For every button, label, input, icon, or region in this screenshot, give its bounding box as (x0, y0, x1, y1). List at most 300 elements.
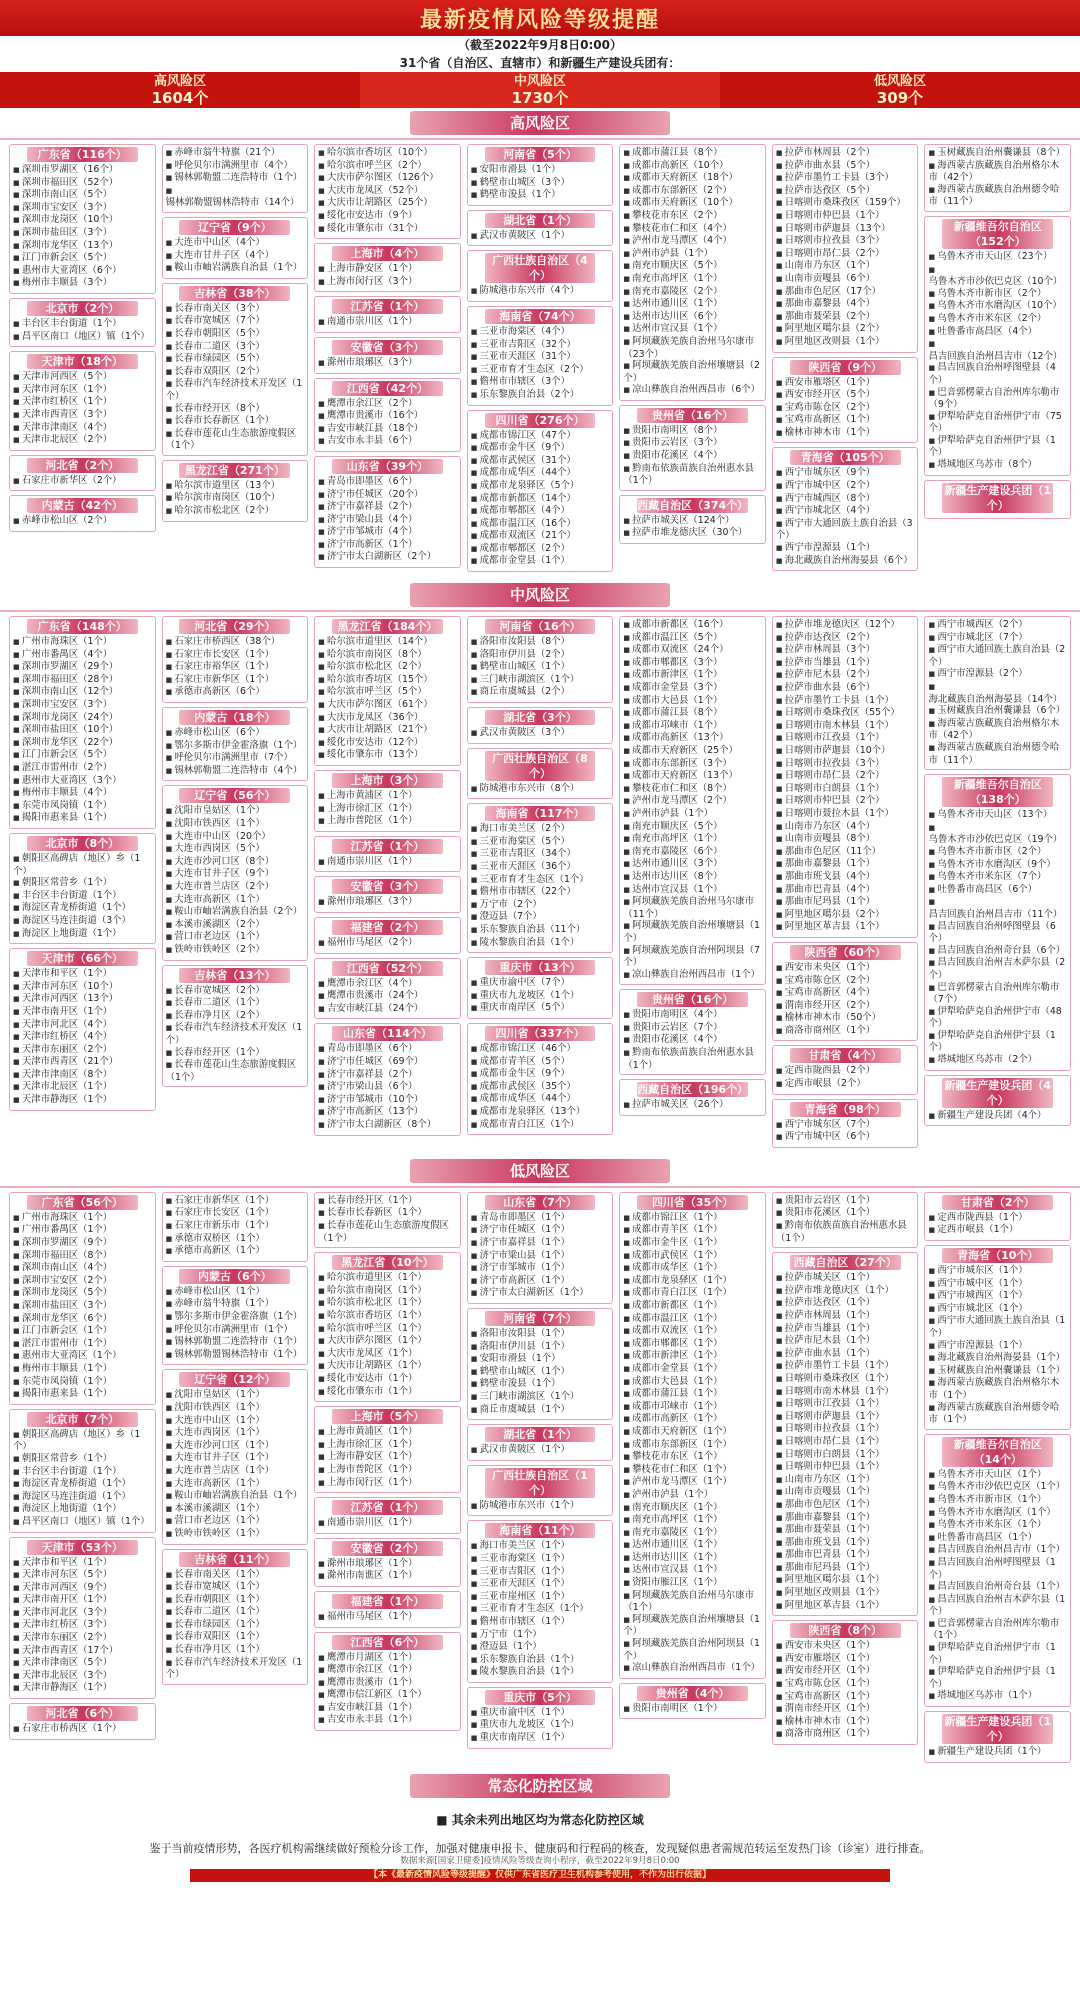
area-item: ■ 凉山彝族自治州西昌市（1个） (623, 969, 762, 982)
area-item: ■ 长春市莲花山生态旅游度假区（1个） (318, 1220, 457, 1244)
area-item: ■ 成都市邛崃市（1个） (623, 720, 762, 733)
area-item: ■ 宝鸡市高新区（1个） (776, 414, 915, 427)
province-header: 新疆维吾尔自治区（152个） (942, 219, 1053, 249)
province-block (162, 965, 309, 1088)
area-item: ■ 大连市西岗区（5个） (166, 843, 305, 856)
area-item: ■ 上海市静安区（1个） (318, 263, 457, 276)
area-item: ■ 吉安市峡江县（18个） (318, 423, 457, 436)
area-item: ■ 鹤壁市山城区（1个） (471, 1366, 610, 1379)
area-item: ■ 成都市青羊区（5个） (471, 1056, 610, 1069)
area-item: ■ 承德市高新区（1个） (166, 1245, 305, 1258)
area-item: ■ 南充市嘉陵区（2个） (623, 286, 762, 299)
scope-line: 31个省（自治区、直辖市）和新疆生产建设兵团有： (399, 56, 681, 70)
area-item: ■ 天津市红桥区（1个） (13, 396, 152, 409)
column (311, 144, 464, 576)
province-header: 辽宁省（9个） (179, 220, 290, 235)
area-item: ■ 南充市高坪区（1个） (623, 833, 762, 846)
area-item: ■ 西宁市城东区（7个） (776, 1119, 915, 1132)
area-item: ■ 海北藏族自治州海晏县（1个） (928, 1352, 1067, 1365)
province-block (619, 1683, 766, 1720)
area-item: ■ 长春市莲花山生态旅游度假区（1个） (166, 1059, 305, 1083)
area-item: ■ 承德市高新区（6个） (166, 686, 305, 699)
area-item: ■ 西宁市湟源县（2个） (928, 668, 1067, 681)
area-item: ■ 万宁市（1个） (471, 1629, 610, 1642)
province-block (467, 957, 614, 1019)
area-item: ■ 大连市中山区（1个） (166, 1415, 305, 1428)
province-header: 内蒙古（18个） (179, 710, 290, 725)
province-block (924, 616, 1071, 770)
summary-label: 高风险区 (153, 74, 206, 89)
area-item: ■ 大连市普兰店区（1个） (166, 1465, 305, 1478)
area-item: ■ 长春市朝阳区（5个） (166, 328, 305, 341)
area-item: ■ 济宁市高新区（1个） (471, 1275, 610, 1288)
area-item: ■ 澄迈县（7个） (471, 911, 610, 924)
area-item: ■ 海淀区青龙桥街道（1个） (13, 902, 152, 915)
area-item: ■ 长春市宽城区（7个） (166, 315, 305, 328)
area-item: ■ 成都市成华区（1个） (623, 1262, 762, 1275)
area-item: ■ 达州市达川区（6个） (623, 311, 762, 324)
area-item: ■ 日喀则市拉孜县（1个） (776, 1423, 915, 1436)
province-header: 湖北省（1个） (485, 213, 596, 228)
area-item: ■ 南充市顺庆区（5个） (623, 821, 762, 834)
area-item: ■ 鹰潭市贵溪市（1个） (318, 1677, 457, 1690)
province-header: 江西省（6个） (332, 1635, 443, 1650)
area-item: ■ 日喀则市白朗县（1个） (776, 783, 915, 796)
area-item: ■ 吐鲁番市高昌区（1个） (928, 1532, 1067, 1545)
area-item: ■ 沈阳市皇姑区（1个） (166, 1389, 305, 1402)
province-header: 河北省（29个） (179, 619, 290, 634)
area-item: ■ 西宁市大通回族土族自治县（2个） (928, 644, 1067, 668)
area-item: ■ 三亚市育才生态区（2个） (471, 364, 610, 377)
area-item: ■ 宝鸡市高新区（4个） (776, 987, 915, 1000)
province-block (314, 1632, 461, 1732)
area-item: ■ 榆林市神木市（1个） (776, 1716, 915, 1729)
area-item: ■ 日喀则市桑珠孜区（1个） (776, 1373, 915, 1386)
province-block (9, 351, 156, 451)
summary-high (0, 72, 360, 108)
area-item: ■ 海淀区青龙桥街道（1个） (13, 1478, 152, 1491)
area-item: ■ 三门峡市湖滨区（1个） (471, 1391, 610, 1404)
area-item: ■ 大庆市让胡路区（25个） (318, 197, 457, 210)
area-item: ■ 南充市嘉陵区（1个） (623, 1527, 762, 1540)
area-item: ■ 成都市新津区（1个） (623, 669, 762, 682)
area-item: ■ 石家庄市长安区（1个） (166, 649, 305, 662)
area-item: ■ 江门市新会区（5个） (13, 252, 152, 265)
area-item: ■ 乐东黎族自治县（11个） (471, 924, 610, 937)
province-header: 江西省（52个） (332, 961, 443, 976)
area-item: ■ 赤峰市翁牛特旗（1个） (166, 1298, 305, 1311)
area-item: ■ 天津市河西区（13个） (13, 993, 152, 1006)
province-block (9, 1409, 156, 1533)
area-item: ■ 拉萨市堆龙德庆区（12个） (776, 619, 915, 632)
area-item: ■ 天津市北辰区（2个） (13, 434, 152, 447)
area-item: ■ 那曲市班戈县（4个） (776, 871, 915, 884)
area-item: ■ 那曲市尼玛县（1个） (776, 896, 915, 909)
area-item: ■ 成都市双流区（24个） (623, 644, 762, 657)
province-block (467, 1465, 614, 1517)
province-header: 河北省（6个） (27, 1706, 138, 1721)
area-item: ■ 哈尔滨市呼兰区（1个） (318, 1323, 457, 1336)
area-item: ■ 达州市宣汉县（1个） (623, 1564, 762, 1577)
province-block (314, 770, 461, 832)
area-item: ■ 昌平区南口（地区）镇（1个） (13, 1516, 152, 1529)
province-block (314, 1406, 461, 1493)
province-block (467, 250, 614, 302)
area-item: ■ 资阳市雁江区（1个） (623, 1577, 762, 1590)
area-item: ■ 阿坝藏族羌族自治州阿坝县（1个） (623, 1638, 762, 1662)
area-item: ■ 伊犁哈萨克自治州伊宁市（1个） (928, 1642, 1067, 1666)
area-item: ■ 阿里地区噶尔县（2个） (776, 909, 915, 922)
area-item: ■ 深圳市盐田区（3个） (13, 227, 152, 240)
province-block (467, 616, 614, 703)
area-item: ■ 乌鲁木齐市天山区（13个） (928, 809, 1067, 822)
area-item: ■ 大连市普兰店区（2个） (166, 881, 305, 894)
column (159, 616, 312, 1152)
area-item: ■ 榆林市神木市（50个） (776, 1012, 915, 1025)
area-item: ■ 成都市高新区（1个） (623, 1413, 762, 1426)
area-item: ■ 山南市乃东区（1个） (776, 260, 915, 273)
area-item: ■ 宝鸡市陈仓区（2个） (776, 975, 915, 988)
area-item: ■ 深圳市南山区（12个） (13, 686, 152, 699)
area-item: ■ 宝鸡市陈仓区（1个） (776, 1678, 915, 1691)
area-item: ■ 山南市贡嘎县（6个） (776, 273, 915, 286)
area-item: ■ 黔南布依族苗族自治州惠水县（1个） (623, 463, 762, 487)
area-item: ■ 拉萨市曲水县（5个） (776, 160, 915, 173)
area-item: ■ 日喀则市拉孜县（3个） (776, 758, 915, 771)
area-item: ■ 西宁市城北区（1个） (928, 1303, 1067, 1316)
area-item: ■ 长春市宽城区（1个） (166, 1581, 305, 1594)
area-item: ■ 梅州市丰顺县（3个） (13, 277, 152, 290)
summary-label: 中风险区 (513, 74, 566, 89)
province-block (467, 1192, 614, 1304)
area-item: ■ 成都市锦江区（1个） (623, 1212, 762, 1225)
area-item: ■ 广州市海珠区（1个） (13, 1212, 152, 1225)
area-item: ■ 成都市东部新区（1个） (623, 1439, 762, 1452)
area-item: ■ 成都市郫都区（1个） (623, 1338, 762, 1351)
province-header: 西藏自治区（27个） (790, 1255, 901, 1270)
area-item: ■ 成都市金牛区（9个） (471, 1068, 610, 1081)
area-item: ■ 成都市东部新区（3个） (623, 758, 762, 771)
title-bar (0, 0, 1080, 36)
area-item: ■ 成都市大邑县（1个） (623, 1376, 762, 1389)
area-item: ■ 西宁市城北区（4个） (776, 505, 915, 518)
area-item: ■ 济宁市太白湖新区（2个） (318, 551, 457, 564)
province-block (924, 1711, 1071, 1763)
area-item: ■ 天津市河东区（10个） (13, 981, 152, 994)
province-header: 吉林省（13个） (179, 968, 290, 983)
area-item: ■ 丰台区丰台街道（1个） (13, 1466, 152, 1479)
area-item: ■ 南充市高坪区（1个） (623, 1514, 762, 1527)
area-item: ■ 那曲市巴青县（1个） (776, 1549, 915, 1562)
area-item: ■ 上海市普陀区（1个） (318, 815, 457, 828)
area-item: ■ 鹤壁市山城区（3个） (471, 177, 610, 190)
column-grid (0, 612, 1080, 1156)
area-item: ■ 福州市马尾区（2个） (318, 937, 457, 950)
area-item: ■ 陵水黎族自治县（1个） (471, 937, 610, 950)
area-item: ■ 大庆市萨尔图区（61个） (318, 699, 457, 712)
area-item: ■ 重庆市渝中区（7个） (471, 977, 610, 990)
area-item: ■ 成都市高新区（13个） (623, 732, 762, 745)
area-item: ■ 日喀则市昂仁县（2个） (776, 770, 915, 783)
area-item: ■ 那曲市聂荣县（2个） (776, 311, 915, 324)
area-item: ■ 那曲市色尼区（1个） (776, 1499, 915, 1512)
province-block (772, 1045, 919, 1094)
area-item: ■ 那曲市尼玛县（1个） (776, 1562, 915, 1575)
area-item: ■ 福州市马尾区（1个） (318, 1611, 457, 1624)
area-item: ■ 丰台区丰台街道（1个） (13, 890, 152, 903)
area-item: ■ 重庆市九龙坡区（1个） (471, 990, 610, 1003)
area-item: ■ 济宁市高新区（13个） (318, 1106, 457, 1119)
area-item: ■ 贵阳市南明区（1个） (623, 1703, 762, 1716)
area-item: ■ 渭南市经开区（1个） (776, 1703, 915, 1716)
area-item: ■ 鹤壁市浚县（1个） (471, 1378, 610, 1391)
province-block (9, 455, 156, 492)
area-item: ■ 阿坝藏族羌族自治州马尔康市（1个） (623, 1590, 762, 1614)
area-item: ■ 鄂尔多斯市伊金霍洛旗（1个） (166, 1311, 305, 1324)
province-header: 新疆生产建设兵团（1个） (942, 483, 1053, 513)
province-header: 贵州省（4个） (637, 1686, 748, 1701)
area-item: ■ 成都市金堂县（3个） (623, 682, 762, 695)
province-header: 江西省（42个） (332, 381, 443, 396)
area-item: ■ 鄂尔多斯市伊金霍洛旗（1个） (166, 740, 305, 753)
area-item: ■ 长春市宽城区（2个） (166, 985, 305, 998)
area-item: ■ 拉萨市城关区（26个） (623, 1099, 762, 1112)
area-item: ■ 山南市乃东区（1个） (776, 1474, 915, 1487)
province-header: 贵州省（16个） (637, 408, 748, 423)
area-item: ■ 济宁市嘉祥县（1个） (471, 1237, 610, 1250)
area-item: ■ 西安市雁塔区（1个） (776, 1653, 915, 1666)
area-item: ■ 揭阳市惠来县（1个） (13, 1388, 152, 1401)
area-item: ■ 商丘市虞城县（1个） (471, 1404, 610, 1417)
province-header: 青海省（105个） (790, 450, 901, 465)
area-item: ■ 广州市海珠区（1个） (13, 636, 152, 649)
area-item: ■ 三亚市吉阳区（34个） (471, 848, 610, 861)
area-item: ■ 鹰潭市贵溪市（16个） (318, 410, 457, 423)
area-item: ■ 南充市高坪区（1个） (623, 273, 762, 286)
province-block (314, 243, 461, 292)
area-item: ■ 大庆市萨尔图区（126个） (318, 172, 457, 185)
province-block (924, 774, 1071, 1070)
area-item: ■ 长春市经开区（1个） (166, 1047, 305, 1060)
province-header: 广东省（148个） (27, 619, 138, 634)
area-item: ■ 鞍山市岫岩满族自治县（1个） (166, 262, 305, 275)
area-item: ■ 乌鲁木齐市水磨沟区（9个） (928, 859, 1067, 872)
area-item: ■ 海西蒙古族藏族自治州德令哈市（11个） (928, 742, 1067, 766)
area-item: ■ 阿坝藏族羌族自治州壤塘县（2个） (623, 360, 762, 384)
area-item: ■ 成都市龙泉驿区（5个） (471, 480, 610, 493)
province-block (467, 1424, 614, 1461)
province-block (467, 1687, 614, 1749)
area-item: ■ 泸州市龙马潭区（1个） (623, 1476, 762, 1489)
area-item: ■ 三亚市天涯区（31个） (471, 351, 610, 364)
area-item: ■ 深圳市龙岗区（10个） (13, 214, 152, 227)
province-block (619, 1079, 766, 1116)
province-header: 甘肃省（4个） (790, 1048, 901, 1063)
province-header: 黑龙江省（184个） (332, 619, 443, 634)
area-item: ■ 攀枝花市东区（2个） (623, 210, 762, 223)
area-item: ■ 成都市东部新区（2个） (623, 185, 762, 198)
province-block (467, 144, 614, 206)
area-item: ■ 乌鲁木齐市新市区（1个） (928, 1494, 1067, 1507)
province-block (162, 1549, 309, 1685)
area-item: ■ 滁州市琅琊区（3个） (318, 896, 457, 909)
area-item: ■ 达州市通川区（3个） (623, 858, 762, 871)
area-item: ■ 伊犁哈萨克自治州伊宁县（1个） (928, 1666, 1067, 1690)
area-item: ■ 海西蒙古族藏族自治州格尔木市（42个） (928, 160, 1067, 184)
area-item: ■ 东莞市凤岗镇（1个） (13, 1376, 152, 1389)
area-item: ■ 惠州市大亚湾区（6个） (13, 265, 152, 278)
province-header: 福建省（1个） (332, 1594, 443, 1609)
column (464, 1192, 617, 1767)
area-item: ■ 成都市青白江区（1个） (623, 1287, 762, 1300)
province-block (314, 1252, 461, 1402)
area-item: ■ 沈阳市皇姑区（1个） (166, 805, 305, 818)
area-item: ■ 伊犁哈萨克自治州伊宁市（75个） (928, 411, 1067, 435)
area-item: ■ 上海市徐汇区（1个） (318, 803, 457, 816)
area-item: ■ 三门峡市湖滨区（1个） (471, 674, 610, 687)
area-item: ■ 天津市红桥区（3个） (13, 1619, 152, 1632)
province-header: 广西壮族自治区（8个） (485, 751, 596, 781)
area-item: ■ 成都市蒲江县（8个） (623, 147, 762, 160)
area-item: ■ 日喀则市仲巴县（1个） (776, 210, 915, 223)
area-item: ■ 成都市龙泉驿区（1个） (623, 1275, 762, 1288)
area-item: ■ 大庆市萨尔图区（1个） (318, 1335, 457, 1348)
area-item: ■ 成都市金堂县（1个） (623, 1363, 762, 1376)
area-item: ■ 那曲市嘉黎县（1个） (776, 858, 915, 871)
area-item: ■ 攀枝花市东区（1个） (623, 1451, 762, 1464)
area-item: ■ 成都市锦江区（47个） (471, 430, 610, 443)
area-item: ■ 济宁市梁山县（6个） (318, 1081, 457, 1094)
area-item: ■ 长春市绿园区（1个） (166, 1619, 305, 1632)
column (769, 616, 922, 1152)
area-item: ■ 昌吉回族自治州奇台县（6个） (928, 945, 1067, 958)
area-item: ■ 防城港市东兴市（8个） (471, 783, 610, 796)
area-item: ■ 锡林郭勒盟二连浩特市（4个） (166, 765, 305, 778)
area-item: ■ 惠州市大亚湾区（3个） (13, 775, 152, 788)
area-item: ■ 成都市金牛区（9个） (471, 442, 610, 455)
province-header: 山东省（39个） (332, 459, 443, 474)
area-item: ■ 长春市经开区（1个） (318, 1195, 457, 1208)
area-item: ■ 天津市东丽区（2个） (13, 1044, 152, 1057)
area-item: ■ 天津市津南区（4个） (13, 422, 152, 435)
area-item: ■ 深圳市福田区（28个） (13, 674, 152, 687)
province-block (9, 298, 156, 347)
area-item: ■ 拉萨市达孜区（2个） (776, 632, 915, 645)
summary-count: 309个 (876, 89, 924, 107)
province-block (619, 616, 766, 985)
area-item: ■ 鹤壁市浚县（1个） (471, 189, 610, 202)
area-item: ■ 长春市二道区（3个） (166, 341, 305, 354)
area-item: ■ 成都市天府新区（13个） (623, 770, 762, 783)
area-item: ■ 南通市崇川区（1个） (318, 856, 457, 869)
area-item: ■ 拉萨市城关区（1个） (776, 1272, 915, 1285)
area-item: ■ 那曲市色尼区（17个） (776, 286, 915, 299)
area-item: ■ 西宁市城中区（6个） (776, 1131, 915, 1144)
area-item: ■ 深圳市龙华区（13个） (13, 240, 152, 253)
area-item: ■ 乌鲁木齐市天山区（1个） (928, 1469, 1067, 1482)
area-item: ■ 昌平区南口（地区）镇（1个） (13, 331, 152, 344)
province-block (772, 1192, 919, 1248)
area-item: ■ 阿坝藏族羌族自治州壤塘县（1个） (623, 1614, 762, 1638)
area-item: ■ 三亚市海棠区（4个） (471, 326, 610, 339)
area-item: ■ 丰台区丰台街道（1个） (13, 318, 152, 331)
province-header: 河南省（7个） (485, 1311, 596, 1326)
province-block (467, 707, 614, 744)
area-item: ■ 成都市郫都区（4个） (471, 505, 610, 518)
province-header: 贵州省（16个） (637, 992, 748, 1007)
province-header: 西藏自治区（374个） (637, 498, 749, 512)
area-item: ■ 贵阳市南明区（8个） (623, 425, 762, 438)
province-block (619, 1192, 766, 1679)
area-item: ■ 阿里地区噶尔县（2个） (776, 323, 915, 336)
column (6, 144, 159, 576)
province-header: 陕西省（60个） (790, 945, 901, 960)
high-risk-heading (0, 108, 1080, 138)
area-item: ■ 吉安市峡江县（1个） (318, 1702, 457, 1715)
area-item: ■ 天津市河东区（5个） (13, 1569, 152, 1582)
area-item: ■ 石家庄市新华区（2个） (13, 475, 152, 488)
area-item: ■ 哈尔滨市南岗区（10个） (166, 492, 305, 505)
area-item: ■ 定西市陇西县（2个） (776, 1065, 915, 1078)
column (311, 1192, 464, 1767)
province-header: 新疆生产建设兵团（4个） (942, 1078, 1053, 1108)
column (616, 1192, 769, 1767)
area-item: ■ 洛阳市汝阳县（1个） (471, 1328, 610, 1341)
area-item: ■ 昌吉回族自治州呼图壁县（6个） (928, 921, 1067, 945)
section-title: 中风险区 (410, 583, 670, 607)
province-header: 天津市（53个） (27, 1540, 138, 1555)
province-header: 广西壮族自治区（4个） (485, 253, 596, 283)
area-item: ■ 本溪市溪湖区（2个） (166, 919, 305, 932)
province-header: 辽宁省（12个） (179, 1372, 290, 1387)
area-item: ■ 赤峰市翁牛特旗（21个） (166, 147, 305, 160)
area-item: ■ 三亚市吉阳区（1个） (471, 1566, 610, 1579)
area-item: ■ 大连市中山区（4个） (166, 237, 305, 250)
area-item: ■ 重庆市南岸区（5个） (471, 1002, 610, 1015)
area-item: ■ 大庆市让胡路区（1个） (318, 1360, 457, 1373)
province-header: 黑龙江省（271个） (179, 463, 290, 478)
area-item: ■ 达州市宣汉县（1个） (623, 323, 762, 336)
area-item: ■ 西宁市城西区（8个） (776, 493, 915, 506)
area-item: ■ 海西蒙古族藏族自治州德令哈市（1个） (928, 1402, 1067, 1426)
area-item: ■ 海淀区马连洼街道（3个） (13, 915, 152, 928)
area-item: ■ 成都市武侯区（35个） (471, 1081, 610, 1094)
area-item: ■ 澄迈县（1个） (471, 1641, 610, 1654)
province-block (924, 144, 1071, 212)
area-item: ■ 塔城地区乌苏市（1个） (928, 1690, 1067, 1703)
area-item: ■ 长春市双阳区（1个） (166, 1631, 305, 1644)
area-item: ■ 大连市甘井子区（4个） (166, 250, 305, 263)
area-item: ■ 武汉市黄陂区（1个） (471, 230, 610, 243)
area-item: ■ 乌鲁木齐市水磨沟区（10个） (928, 300, 1067, 313)
area-item: ■ 哈尔滨市南岗区（8个） (318, 649, 457, 662)
area-item: ■ 乌鲁木齐市新市区（2个） (928, 846, 1067, 859)
area-item: ■ 成都市天府新区（1个） (623, 1426, 762, 1439)
area-item: ■ 海淀区上地街道（1个） (13, 1503, 152, 1516)
province-block (314, 1023, 461, 1135)
area-item: ■ 绥化市肇东市（1个） (318, 1386, 457, 1399)
area-item: ■ 沈阳市铁西区（1个） (166, 1402, 305, 1415)
column (616, 616, 769, 1152)
province-header: 甘肃省（2个） (942, 1195, 1053, 1210)
province-header: 天津市（18个） (27, 354, 138, 369)
area-item: ■ 济宁市太白湖新区（1个） (471, 1287, 610, 1300)
province-block (162, 1369, 309, 1544)
province-header: 四川省（35个） (637, 1195, 748, 1210)
area-item: ■ 铁岭市铁岭区（1个） (166, 1528, 305, 1541)
area-item: ■ 成都市天府新区（10个） (623, 197, 762, 210)
area-item: ■ 成都市蒲江县（8个） (623, 707, 762, 720)
